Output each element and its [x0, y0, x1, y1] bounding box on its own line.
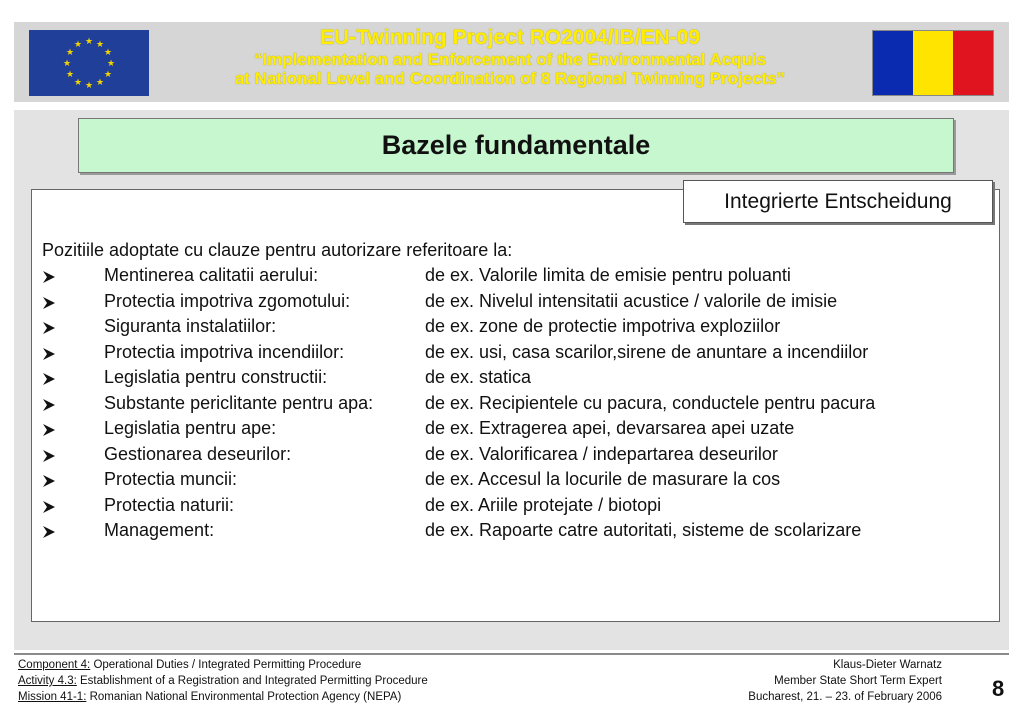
- project-subtitle-line2: at National Level and Coordination of 8 Regional Twinning Projects”: [234, 69, 786, 88]
- footer-role: Member State Short Term Expert: [774, 675, 942, 687]
- footer-activity: [18, 673, 428, 689]
- item-example: de ex. Valorificarea / indepartarea deseurilor: [425, 443, 778, 464]
- eu-flag-icon: [29, 30, 149, 96]
- footer-place-date: Bucharest, 21. – 23. of February 2006: [748, 691, 942, 703]
- topic-tag-box: [683, 180, 993, 223]
- item-topic: Protectia muncii:: [104, 469, 238, 489]
- eu-star-icon: ★: [96, 38, 105, 49]
- eu-star-icon: ★: [96, 77, 105, 88]
- footer-right: [748, 657, 942, 705]
- page-number: 8: [992, 676, 1005, 701]
- arrow-bullet-icon: [42, 449, 56, 463]
- item-topic: Legislatia pentru constructii:: [104, 367, 328, 387]
- arrow-bullet-icon: [42, 398, 56, 412]
- eu-star-icon: ★: [85, 80, 94, 90]
- item-topic: Siguranta instalatiilor:: [104, 316, 277, 336]
- item-topic: Gestionarea deseurilor:: [104, 443, 292, 464]
- component-label: Component 4:: [18, 659, 91, 671]
- item-example: de ex. Ariile protejate / biotopi: [425, 494, 662, 515]
- footer-author: Klaus-Dieter Warnatz: [833, 659, 942, 671]
- eu-star-icon: ★: [74, 38, 83, 49]
- title-box: [78, 118, 954, 173]
- item-example: de ex. Recipientele cu pacura, conductele pentru pacura: [425, 392, 876, 413]
- activity-text: Establishment of a Registration and Integrated Permitting Procedure: [76, 675, 428, 687]
- item-example: de ex. Nivelul intensitatii acustice / valorile de imisie: [425, 290, 838, 311]
- mission-label: Mission 41-1:: [18, 691, 87, 703]
- eu-star-icon: ★: [63, 58, 72, 68]
- project-subtitle-line1: “Implementation and Enforcement of the Environmental Acquis: [253, 50, 767, 69]
- eu-star-icon: ★: [107, 58, 116, 68]
- arrow-bullet-icon: [42, 347, 56, 361]
- item-example: de ex. Valorile limita de emisie pentru poluanti: [425, 265, 791, 285]
- arrow-bullet-icon: [42, 296, 56, 310]
- project-code: EU-Twinning Project RO2004/IB/EN-09: [319, 26, 701, 49]
- flag-stripe-yellow: [913, 31, 953, 95]
- item-topic: Protectia naturii:: [104, 494, 235, 515]
- activity-label: Activity 4.3:: [18, 675, 77, 687]
- item-topic: Substante periclitante pentru apa:: [104, 392, 374, 413]
- item-example: de ex. Rapoarte catre autoritati, sisteme de scolarizare: [425, 520, 862, 540]
- header-title: [150, 26, 870, 88]
- arrow-bullet-icon: [42, 525, 56, 539]
- intro-text: Pozitiile adoptate cu clauze pentru autorizare referitoare la:: [42, 240, 513, 260]
- footer-left: [18, 657, 428, 705]
- component-text: Operational Duties / Integrated Permitting Procedure: [90, 659, 362, 671]
- eu-star-icon: ★: [65, 47, 75, 57]
- arrow-bullet-icon: [42, 423, 56, 437]
- item-example: de ex. Accesul la locurile de masurare la cos: [425, 469, 781, 489]
- eu-star-icon: ★: [104, 69, 113, 79]
- arrow-bullet-icon: [42, 270, 56, 284]
- arrow-bullet-icon: [42, 321, 56, 335]
- item-topic: Management:: [104, 520, 215, 540]
- eu-star-icon: ★: [104, 47, 113, 57]
- footer-component: [18, 657, 428, 673]
- item-topic: Protectia impotriva zgomotului:: [104, 290, 351, 311]
- item-example: de ex. statica: [425, 367, 532, 387]
- footer-divider: [14, 653, 1009, 655]
- item-topic: Protectia impotriva incendiilor:: [104, 341, 345, 362]
- item-example: de ex. zone de protectie impotriva exploziilor: [425, 316, 781, 336]
- slide-title: Bazele fundamentale: [381, 130, 651, 160]
- mission-text: Romanian National Environmental Protection Agency (NEPA): [86, 691, 402, 703]
- item-example: de ex. Extragerea apei, devarsarea apei uzate: [425, 418, 795, 438]
- topic-tag: Integrierte Entscheidung: [724, 189, 952, 213]
- arrow-bullet-icon: [42, 372, 56, 386]
- arrow-bullet-icon: [42, 500, 56, 514]
- romania-flag-icon: [872, 30, 994, 96]
- item-topic: Legislatia pentru ape:: [104, 418, 277, 438]
- footer-mission: [18, 689, 428, 705]
- flag-stripe-blue: [873, 31, 913, 95]
- item-topic: Mentinerea calitatii aerului:: [104, 265, 319, 285]
- arrow-bullet-icon: [42, 474, 56, 488]
- eu-star-icon: ★: [85, 36, 94, 46]
- flag-stripe-red: [953, 31, 993, 95]
- eu-star-icon: ★: [74, 77, 83, 88]
- eu-star-icon: ★: [65, 69, 75, 79]
- item-example: de ex. usi, casa scarilor,sirene de anuntare a incendiilor: [425, 341, 869, 362]
